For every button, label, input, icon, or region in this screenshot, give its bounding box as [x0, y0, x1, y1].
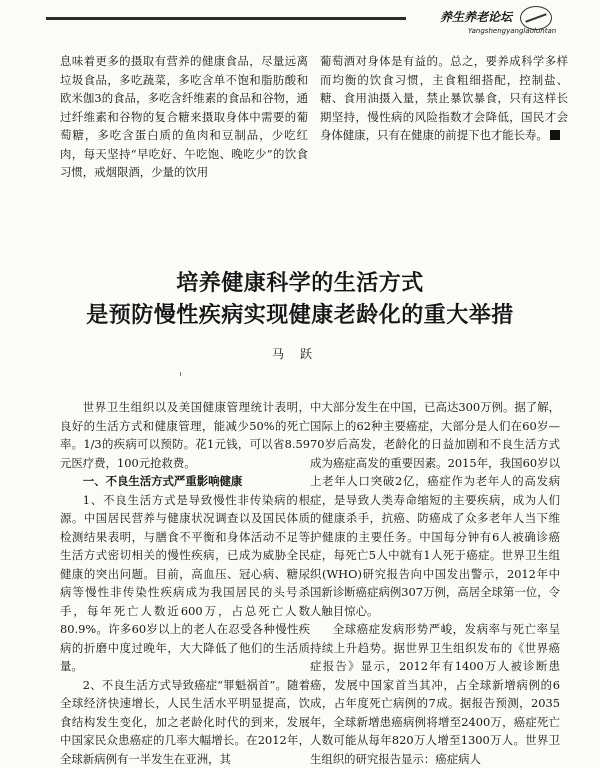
paragraph: 2、不良生活方式导致癌症“罪魁祸首”。随着全球经济快速增长，人民生活水平明显提高，饮食结构发生变化，加之老龄化时代的到来，发展中国家民众患癌症的几率大幅增长。在2012年，全球新病例有一半发生在亚洲，其 [60, 676, 310, 768]
paragraph: 中大部分发生在中国，已高达300万例。据了解，国际上的62种主要癌症，大部分是人们在60岁—70岁后高发，老龄化的日益加剧和不良生活方式成为癌症高发的重要因素。2015年，我国60岁以上老年人口突破2亿，癌症作为老年人的高发病症，是导致人类寿命缩短的主要疾病，成为人们的健康杀手，抗癌、防癌成了众多老年人当下维护健康的主要任务。中国每分钟有6人被确诊癌症，每死亡5人中就有1人死于癌症。世界卫生组织(WHO)研究报告向中国发出警示，2012年中国新诊断癌症病例307万例，高居全球第一位，令人触目惊心。 [310, 398, 560, 620]
journal-pinyin: Yangshengyanglaoluntan [468, 27, 556, 35]
article-right-column [310, 398, 560, 768]
section-heading: 一、不良生活方式严重影响健康 [60, 472, 310, 491]
paragraph: 世界卫生组织以及美国健康管理统计表明，良好的生活方式和健康管理，能减少50%的死亡率。1/3的疾病可以预防。花1元钱，可以省8.59元医疗费，100元抢救费。 [60, 398, 310, 472]
article-left-column [60, 398, 310, 768]
scan-mark [180, 372, 181, 376]
paragraph: 1、不良生活方式是导致慢性非传染病的根源。中国居民营养与健康状况调查以及国民体质检测结果表明，与膳食不平衡和身体活动不足等生活方式密切相关的慢性疾病，已成为威胁全民健康的突出问题。目前，高血压、冠心病、糖尿病等慢性非传染性疾病成为我国居民的头号杀手，每年死亡人数近600万，占总死亡人数80.9%。许多60岁以上的老人在忍受各种慢性疾病的折磨中度过晚年，大大降低了他们的生活质量。 [60, 491, 310, 676]
prev-article-right-column [320, 52, 568, 145]
article-title-line-2: 是预防慢性疾病实现健康老龄化的重大举措 [0, 298, 600, 329]
header-rule [46, 17, 406, 20]
article-title-line-1: 培养健康科学的生活方式 [0, 266, 600, 297]
journal-name: 养生养老论坛 [440, 8, 512, 25]
end-of-article-icon [550, 130, 560, 140]
article-author: 马跃 [0, 345, 600, 362]
prev-article-right-text: 葡萄酒对身体是有益的。总之，要养成科学多样而均衡的饮食习惯，主食粗细搭配，控制盐、糖、食用油摄入量，禁止暴饮暴食，只有这样长期坚持，慢性病的风险指数才会降低，国民才会身体健康，只有在健康的前提下也才能长寿。 [320, 54, 568, 142]
prev-article-left-column: 息味着更多的摄取有营养的健康食品，尽量远离垃圾食品，多吃蔬菜，多吃含单不饱和脂肪酸和欧米伽3的食品，多吃含纤维素的食品和谷物，通过纤维素和谷物的复合糖来摄取身体中需要的葡萄糖，多吃含蛋白质的鱼肉和豆制品，少吃红肉，每天坚持“早吃好、午吃饱、晚吃少”的饮食习惯，戒烟限酒，少量的饮用 [60, 52, 308, 182]
paragraph: 全球癌症发病形势严峻，发病率与死亡率呈持续上升趋势。据世界卫生组织发布的《世界癌症报告》显示，2012年有1400万人被诊断患癌，发展中国家首当其冲，占全球新增病例的6成，占年度死亡病例的7成。据报告预测，2035年，全球新增患癌病例将增至2400万，癌症死亡人数可能从每年820万人增至1300万人。世界卫生组织的研究报告显示：癌症病人 [310, 620, 560, 768]
